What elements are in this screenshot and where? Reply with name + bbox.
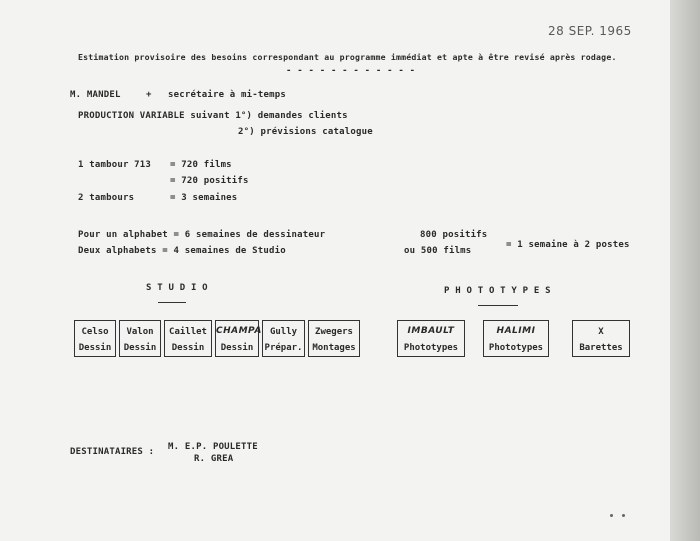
equipment-right-2: = 720 positifs xyxy=(170,176,249,186)
box-name: HALIMI xyxy=(496,326,536,336)
alphabet-result: = 1 semaine à 2 postes xyxy=(506,240,630,250)
box-name: Zwegers xyxy=(315,327,353,337)
equipment-left-1: 1 tambour 713 xyxy=(78,160,152,170)
studio-box-celso xyxy=(74,320,116,357)
equipment-left-3: 2 tambours xyxy=(78,193,135,203)
box-role: Dessin xyxy=(123,343,157,353)
paper-edge xyxy=(670,0,700,541)
box-role: Phototypes xyxy=(403,343,459,353)
box-name: IMBAULT xyxy=(407,326,455,336)
alphabet-right-1: 800 positifs xyxy=(420,230,488,240)
box-role: Montages xyxy=(312,343,356,353)
studio-heading-rule xyxy=(158,302,186,303)
box-name: X xyxy=(598,327,604,337)
box-role: Dessin xyxy=(220,343,254,353)
photo-box-halimi xyxy=(483,320,549,357)
recipient-2: R. GREA xyxy=(194,454,234,464)
studio-box-gully xyxy=(262,320,305,357)
box-role: Dessin xyxy=(78,343,112,353)
studio-box-champa xyxy=(215,320,262,357)
speck-mark xyxy=(622,514,625,517)
equipment-right-1: = 720 films xyxy=(170,160,232,170)
box-role: Barettes xyxy=(579,343,623,353)
document-title: Estimation provisoire des besoins correspondant au programme immédiat et apte à être revisé après rodage. xyxy=(78,52,617,62)
studio-box-valon xyxy=(119,320,161,357)
phototypes-heading-rule xyxy=(478,305,518,306)
production-label: PRODUCTION VARIABLE suivant 1°) demandes clients xyxy=(78,111,348,121)
recipients-label: DESTINATAIRES : xyxy=(70,447,155,457)
production-line2: 2°) prévisions catalogue xyxy=(238,127,373,137)
photo-box-x xyxy=(572,320,630,357)
box-role: Phototypes xyxy=(488,343,544,353)
box-name: CHAMPA xyxy=(216,326,262,336)
equipment-right-3: = 3 semaines xyxy=(170,193,238,203)
box-name: Caillet xyxy=(169,327,207,337)
studio-box-zwegers xyxy=(308,320,360,357)
photo-box-imbault xyxy=(397,320,465,357)
staff-name: M. MANDEL xyxy=(70,90,121,100)
alphabet-line-2: Deux alphabets = 4 semaines de Studio xyxy=(78,246,286,256)
phototypes-heading: P H O T O T Y P E S xyxy=(444,286,551,296)
studio-heading: S T U D I O xyxy=(146,283,208,293)
title-underline: - - - - - - - - - - - - xyxy=(286,66,416,76)
box-name: Celso xyxy=(81,327,109,337)
staff-role: secrétaire à mi-temps xyxy=(168,90,286,100)
studio-box-caillet xyxy=(164,320,212,357)
alphabet-right-2: ou 500 films xyxy=(404,246,472,256)
alphabet-line-1: Pour un alphabet = 6 semaines de dessinateur xyxy=(78,230,326,240)
recipient-1: M. E.P. POULETTE xyxy=(168,442,258,452)
box-name: Gully xyxy=(269,327,298,337)
date-stamp: 28 SEP. 1965 xyxy=(548,24,632,38)
staff-plus: + xyxy=(146,90,152,100)
box-name: Valon xyxy=(126,327,154,337)
speck-mark xyxy=(610,514,613,517)
box-role: Prépar. xyxy=(264,343,303,353)
box-role: Dessin xyxy=(171,343,205,353)
